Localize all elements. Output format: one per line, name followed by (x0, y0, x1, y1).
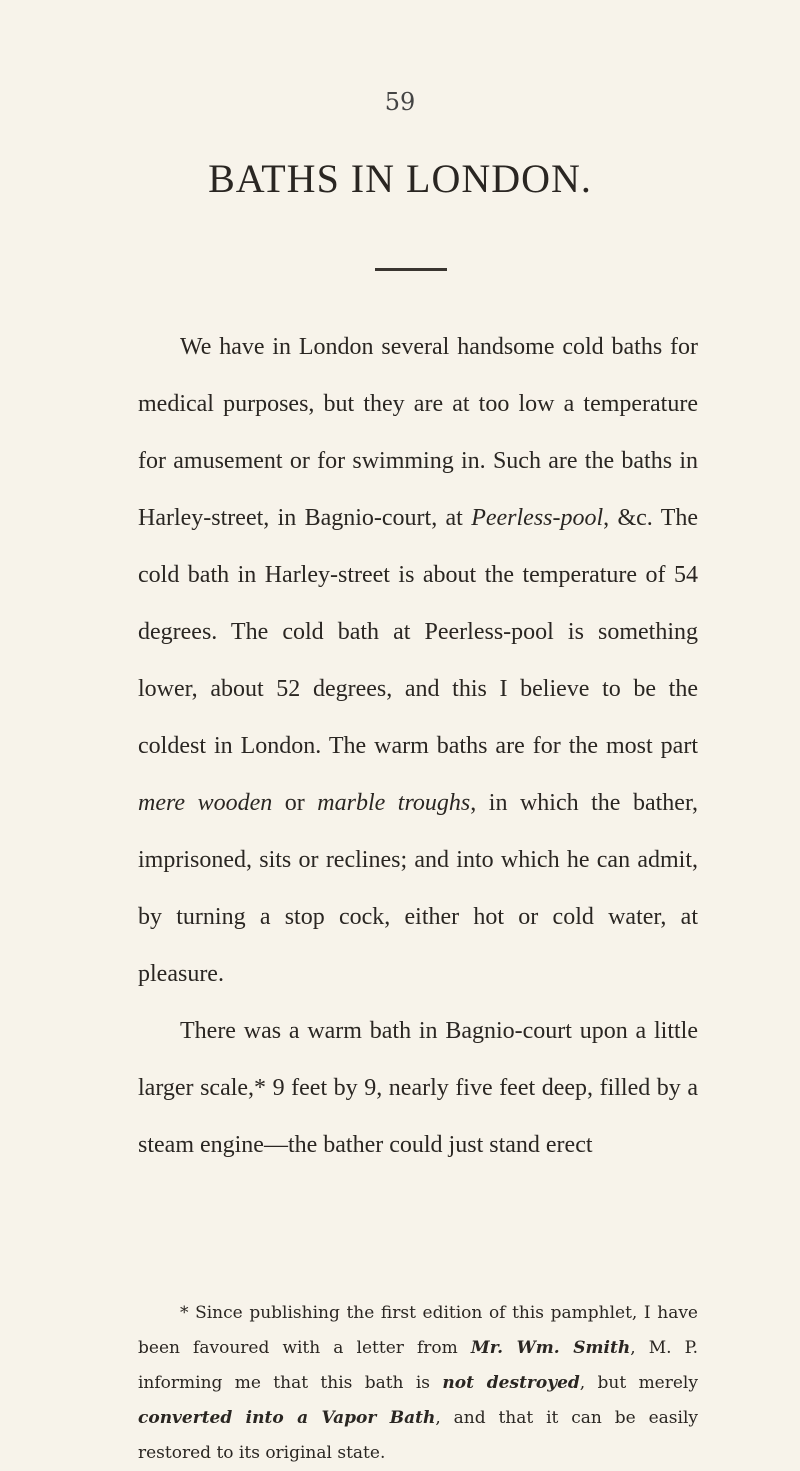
text-run: , but merely (579, 1373, 698, 1393)
italic-run: converted into a Vapor Bath (138, 1408, 436, 1428)
italic-run: Mr. Wm. Smith (470, 1338, 631, 1358)
text-run: , in which the bather, imprisoned, sits or reclines; and into which he can admit, by turning a stop cock, either hot or cold water, at pleasure. (138, 790, 698, 987)
title-rule (375, 268, 447, 271)
text-run: , M. P. informing me that this bath is (138, 1338, 699, 1393)
page-number: 59 (384, 88, 416, 116)
text-run: We have in London several handsome cold baths for medical purposes, but they are at too low a temperature for amusement or for swimming in. Such are the baths in Harley-street, in Bagnio-court, at (138, 334, 698, 531)
italic-run: mere wooden (138, 790, 273, 816)
paragraph-baths-overview (138, 319, 698, 1003)
text-run: or (272, 790, 318, 816)
italic-run: marble troughs (317, 790, 471, 816)
paragraph-bagnio-court (138, 1003, 698, 1174)
text-run: , &c. The cold bath in Harley-street is about the temperature of 54 degrees. The cold bath at Peerless-pool is something lower, about 52 degrees, and this I believe to be the coldest in London. The warm baths are for the most part (138, 505, 699, 759)
page-title: BATHS IN LONDON. (208, 156, 592, 201)
italic-run: Peerless-pool (471, 505, 604, 531)
text-run: , and that it can be easily restored to its original state. (138, 1408, 698, 1463)
text-run: * Since publishing the first edition of this pamphlet, I have been favoured with a letter from (138, 1303, 698, 1358)
text-run: There was a warm bath in Bagnio-court upon a little larger scale,* 9 feet by 9, nearly five feet deep, filled by a steam engine—the bather could just stand erect (138, 1018, 698, 1158)
italic-run: not destroyed (442, 1373, 580, 1393)
footnote (138, 1296, 698, 1471)
